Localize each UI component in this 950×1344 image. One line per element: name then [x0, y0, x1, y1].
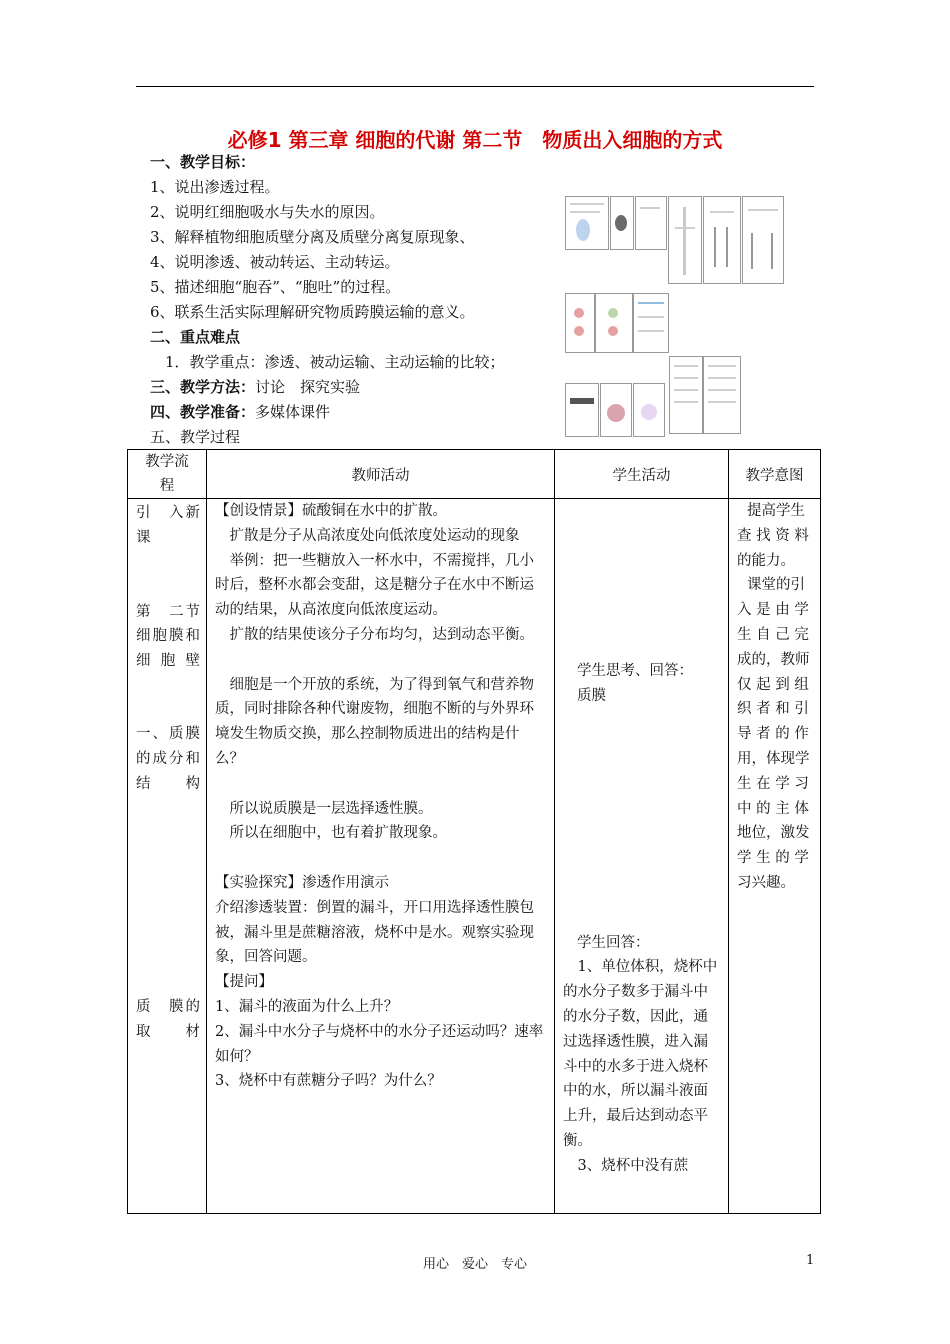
- intent-cell: [729, 499, 821, 1214]
- header-rule: [136, 86, 814, 87]
- student-answer: 质膜: [577, 687, 606, 704]
- teacher-text: 所以在细胞中，也有着扩散现象。: [215, 825, 447, 842]
- slide-thumbnail: [610, 196, 634, 250]
- goal-item: 3、解释植物细胞质壁分离及质壁分离复原现象、: [150, 228, 475, 246]
- teacher-text: 2、漏斗中水分子与烧杯中的水分子还运动吗？速率如何？: [215, 1023, 544, 1065]
- intent-text: 课堂的引入 是 由 学生 自 己 完成的，教师仅 起 到 组织 者 和 引导 者 的 作用，体现学生 在 学 习中 的 主 体地位，激发学 生 的 学习兴趣。: [737, 577, 810, 891]
- teacher-text: 扩散是分子从高浓度处向低浓度处运动的现象: [215, 527, 520, 544]
- prep-text: 多媒体课件: [255, 403, 331, 421]
- slide-thumbnail: [600, 383, 632, 437]
- student-think: 学生思考、回答：: [577, 663, 693, 679]
- header-student: 学生活动: [555, 450, 729, 499]
- slide-thumbnail: [565, 196, 609, 250]
- student-reply: 3、烧杯中没有蔗: [563, 1157, 689, 1174]
- teacher-activity-cell: [207, 499, 555, 1214]
- teacher-text: 【实验探究】渗透作用演示: [215, 874, 389, 891]
- header-intent: 教学意图: [729, 450, 821, 499]
- slide-thumbnail: [565, 293, 595, 353]
- method-label: 三、教学方法：: [150, 378, 256, 396]
- slide-thumbnail: [565, 383, 599, 437]
- table-body-row: [128, 499, 821, 1214]
- teacher-text: 扩散的结果使该分子分布均匀，达到动态平衡。: [215, 626, 534, 643]
- prep-label: 四、教学准备：: [150, 403, 256, 421]
- teacher-text: 1、漏斗的液面为什么上升？: [215, 998, 399, 1015]
- goal-item: 1、说出渗透过程。: [150, 178, 280, 196]
- teacher-text: 3、烧杯中有蔗糖分子吗？为什么？: [215, 1073, 442, 1090]
- slide-thumbnail: [668, 196, 702, 284]
- teacher-text: 【提问】: [215, 974, 273, 991]
- flow-material: 质 膜的取材: [136, 999, 200, 1041]
- student-reply: 1、单位体积，烧杯中的水分子数多于漏斗中的水分子数，因此，通过选择透性膜，进入漏斗中的水多于进入烧杯中的水，所以漏斗液面上升，最后达到动态平衡。: [563, 959, 718, 1149]
- slide-thumbnail: [595, 293, 633, 353]
- flow-section: 第 二节 细胞膜和细胞壁: [136, 603, 215, 670]
- teacher-text: 介绍渗透装置：倒置的漏斗，开口用选择透性膜包被，漏斗里是蔗糖溶液，烧杯中是水。观察实验现象，回答问题。: [215, 899, 534, 966]
- teacher-text: 【创设情景】硫酸铜在水中的扩散。: [215, 503, 447, 519]
- footer-motto: 用心 爱心 专心: [422, 1257, 527, 1272]
- teacher-text: 细胞是一个开放的系统，为了得到氧气和营养物质，同时排除各种代谢废物，细胞不断的与外界环境发生物质交换，那么控制物质进出的结构是什么？: [215, 676, 534, 767]
- key-point: 1．教学重点：渗透、被动运输、主动运输的比较；: [165, 353, 505, 371]
- slide-thumbnail: [742, 196, 784, 284]
- teacher-text: 举例：把一些糖放入一杯水中，不需搅拌，几小时后，整杯水都会变甜，这是糖分子在水中不断运动的结果，从高浓度向低浓度运动。: [215, 552, 534, 619]
- teacher-text: 所以说质膜是一层选择透性膜。: [215, 800, 433, 817]
- flow-intro: 引 入新课: [136, 505, 200, 546]
- goal-item: 6、联系生活实际理解研究物质跨膜运输的意义。: [150, 303, 475, 321]
- slide-thumbnail: [669, 356, 703, 434]
- slide-thumbnail: [633, 293, 669, 353]
- method-text: 讨论 探究实验: [255, 378, 361, 396]
- slide-thumbnail: [703, 356, 741, 434]
- intent-text: 提高学生查 找 资 料的能力。: [737, 503, 809, 569]
- flow-part1: 一、质膜的成分和结构: [136, 725, 200, 792]
- lesson-table: [127, 449, 821, 1214]
- student-reply-heading: 学生回答：: [577, 934, 650, 951]
- method-line: [150, 377, 360, 397]
- student-activity-cell: [555, 499, 729, 1214]
- header-flow: 教学流程: [128, 450, 207, 499]
- flow-cell: [128, 499, 215, 1214]
- slide-thumbnail: [635, 196, 667, 250]
- page-number: 1: [806, 1253, 815, 1268]
- header-teacher: 教师活动: [207, 450, 555, 499]
- goals-heading: 一、教学目标：: [150, 153, 256, 171]
- slide-thumbnail: [633, 383, 665, 437]
- process-heading: 五、教学过程: [150, 428, 241, 446]
- goal-item: 5、描述细胞“胞吞”、“胞吐”的过程。: [150, 278, 401, 296]
- prep-line: [150, 402, 330, 422]
- slide-thumbnail: [703, 196, 741, 284]
- key-heading: 二、重点难点: [150, 328, 241, 346]
- goal-item: 2、说明红细胞吸水与失水的原因。: [150, 203, 385, 221]
- table-header-row: [128, 450, 821, 499]
- goal-item: 4、说明渗透、被动转运、主动转运。: [150, 253, 400, 271]
- document-title: 必修1 第三章 细胞的代谢 第二节 物质出入细胞的方式: [227, 128, 723, 152]
